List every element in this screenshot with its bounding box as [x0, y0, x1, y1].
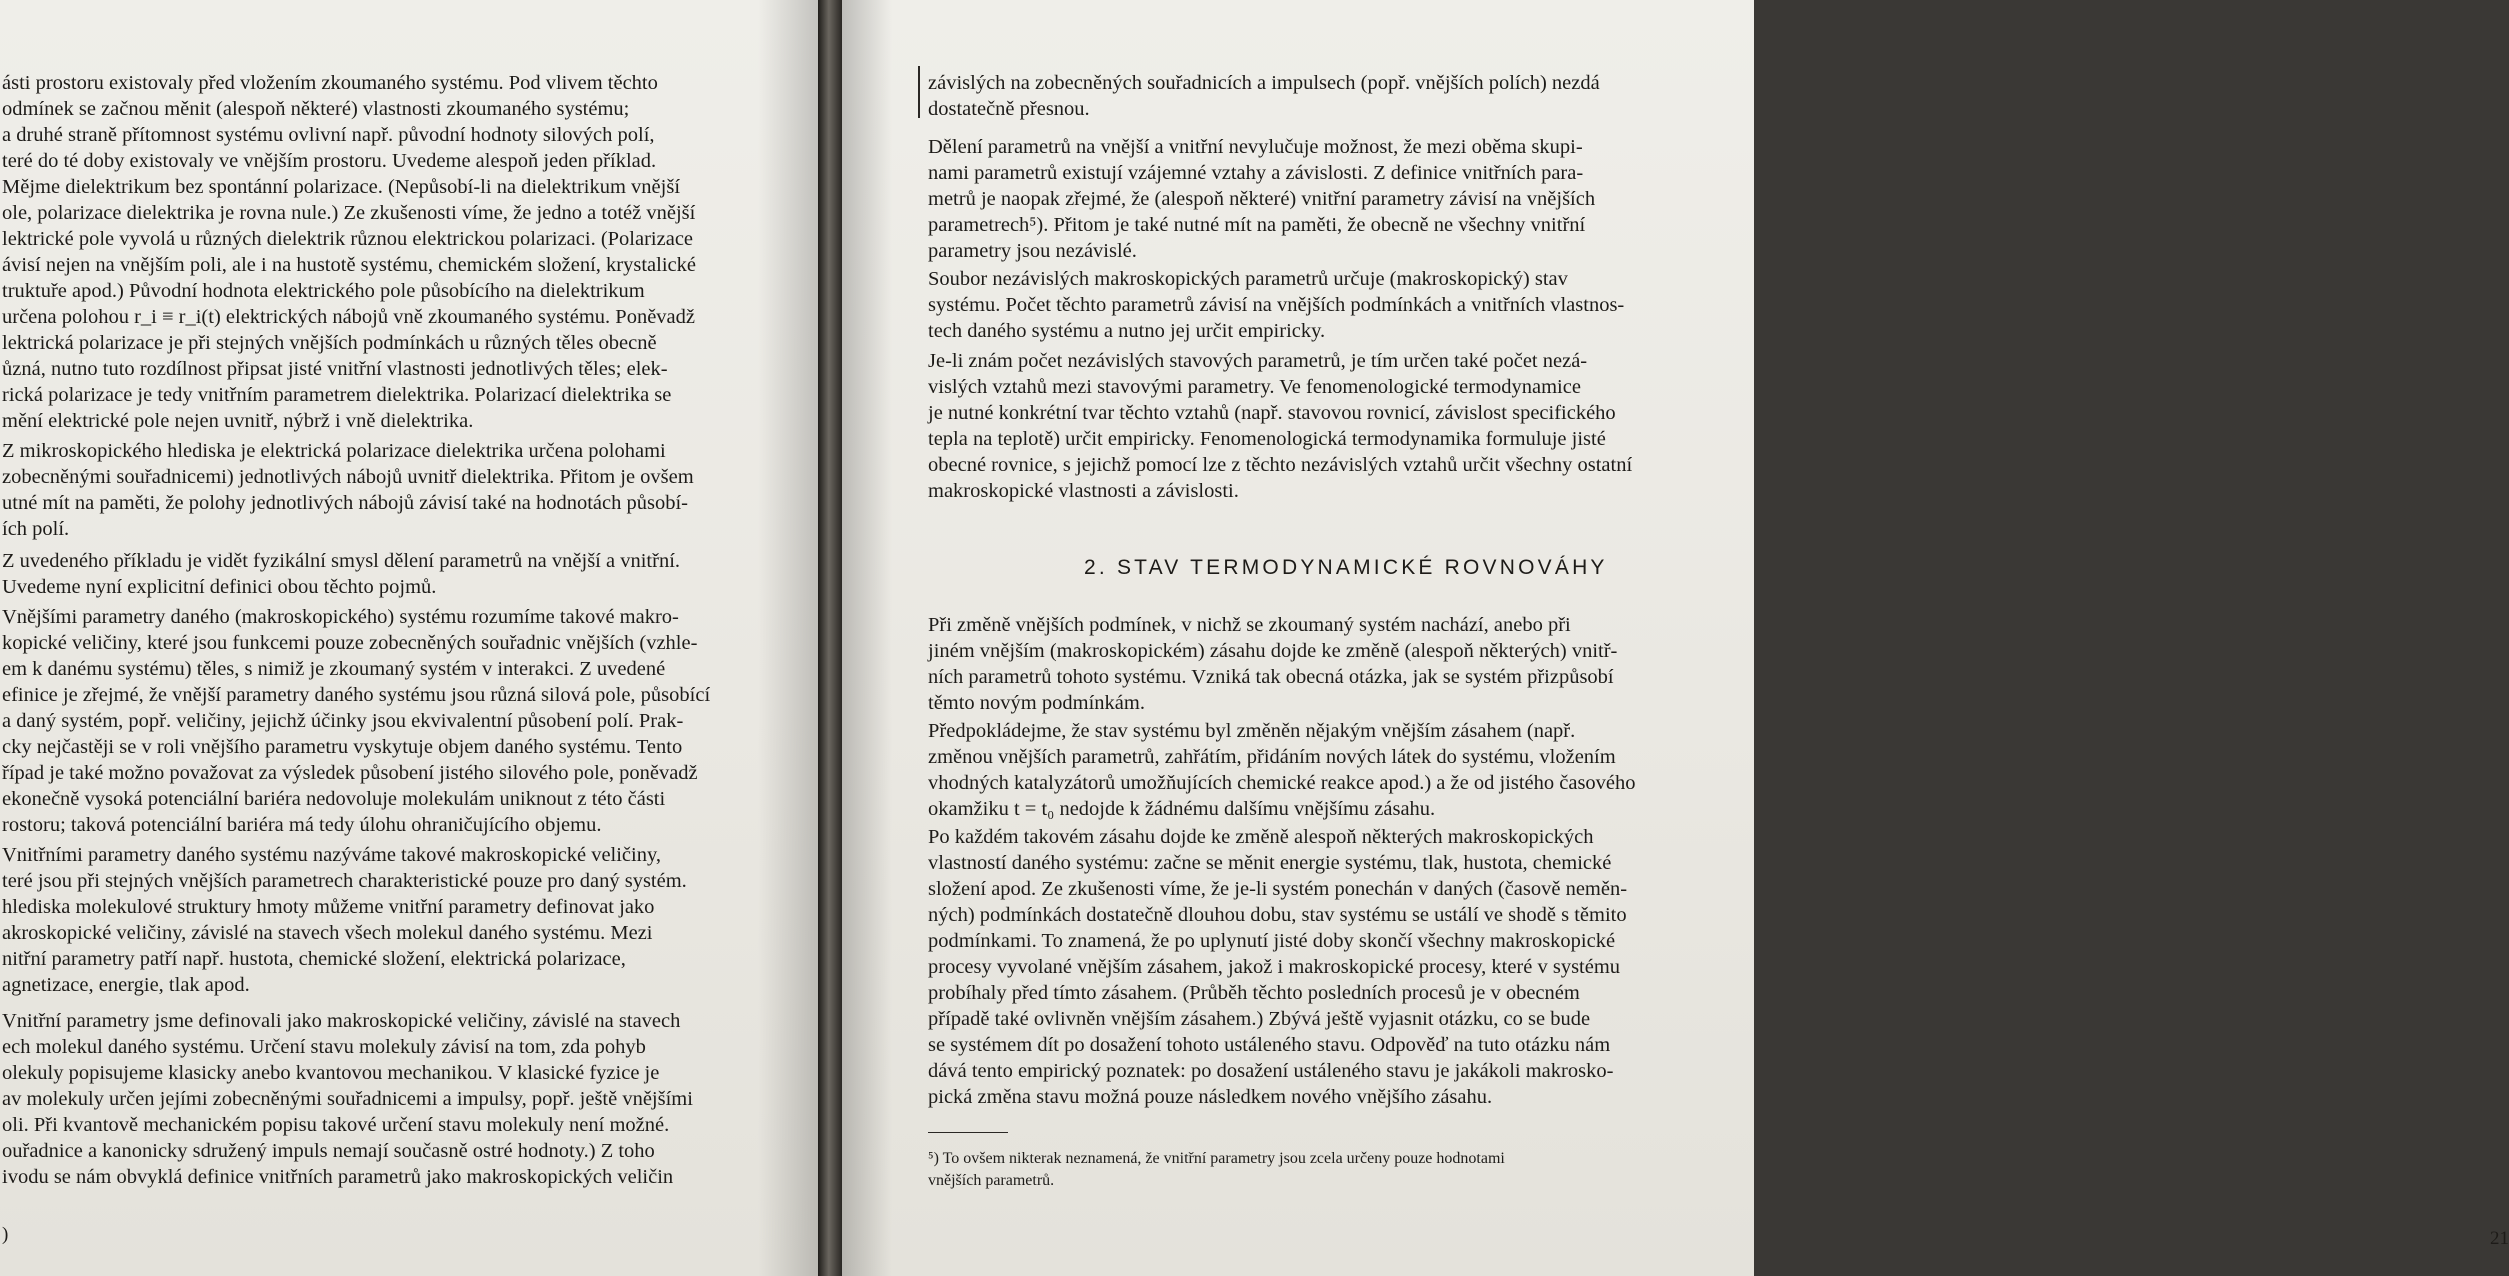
right-page	[842, 0, 2509, 1276]
text-line: závislých na zobecněných souřadnicích a impulsech (popř. vnějších polích) nezdá	[928, 72, 1600, 94]
text-line: případě také ovlivněn vnějším zásahem.) Zbývá ještě vyjasnit otázku, co se bude	[928, 1008, 1591, 1030]
text-line: nitřní parametry patří např. hustota, chemické složení, elektrická polarizace,	[2, 948, 626, 970]
text-line: Z mikroskopického hlediska je elektrická polarizace dielektrika určena polohami	[2, 440, 666, 462]
text-line: ůzná, nutno tuto rozdílnost připsat jisté vnitřní vlastnosti jednotlivých těles; elek-	[2, 358, 668, 380]
text-line: systému. Počet těchto parametrů závisí na vnějších podmínkách a vnitřních vlastnos-	[928, 294, 1625, 316]
text-line: ásti prostoru existovaly před vložením zkoumaného systému. Pod vlivem těchto	[2, 72, 658, 94]
text-line: rická polarizace je tedy vnitřním parametrem dielektrika. Polarizací dielektrika se	[2, 384, 672, 406]
text-line: ních parametrů tohoto systému. Vzniká tak obecná otázka, jak se systém přizpůsobí	[928, 666, 1614, 688]
text-line: nami parametrů existují vzájemné vztahy a závislosti. Z definice vnitřních para-	[928, 162, 1584, 184]
text-line: určena polohou r_i ≡ r_i(t) elektrických nábojů vně zkoumaného systému. Poněvadž	[2, 306, 695, 328]
text-line: Předpokládejme, že stav systému byl změněn nějakým vnějším zásahem (např.	[928, 720, 1576, 742]
text-line: hlediska molekulové struktury hmoty můžeme vnitřní parametry definovat jako	[2, 896, 655, 918]
text-line: makroskopické vlastnosti a závislosti.	[928, 480, 1239, 502]
text-line: lektrická polarizace je při stejných vnějších podmínkách u různých těles obecně	[2, 332, 657, 354]
text-line: dostatečně přesnou.	[928, 98, 1090, 120]
text-line: ných) podmínkách dostatečně dlouhou dobu, stav systému se ustálí ve shodě s těmito	[928, 904, 1627, 926]
text-line: Po každém takovém zásahu dojde ke změně alespoň některých makroskopických	[928, 826, 1594, 848]
footnote-line: ⁵) To ovšem nikterak neznamená, že vnitřní parametry jsou zcela určeny pouze hodnotami	[928, 1150, 1505, 1167]
text-line: a druhé straně přítomnost systému ovlivní např. původní hodnoty silových polí,	[2, 124, 655, 146]
text-line: utné mít na paměti, že polohy jednotlivých nábojů závisí také na hodnotách působí-	[2, 492, 689, 514]
book-gutter	[818, 0, 842, 1276]
text-line: ouřadnice a kanonicky sdružený impuls nemají současně ostré hodnoty.) Z toho	[2, 1140, 655, 1162]
text-line: av molekuly určen jejími zobecněnými souřadnicemi a impulsy, popř. ještě vnějšími	[2, 1088, 693, 1110]
text-line: jiném vnějším (makroskopickém) zásahu dojde ke změně (alespoň některých) vnitř-	[928, 640, 1618, 662]
text-line: probíhaly před tímto zásahem. (Průběh těchto posledních procesů je v obecném	[928, 982, 1580, 1004]
footnote-rule	[928, 1132, 1008, 1133]
text-line: a daný systém, popř. veličiny, jejichž účinky jsou ekvivalentní působení polí. Prak-	[2, 710, 684, 732]
text-line: parametrech⁵). Přitom je také nutné mít na paměti, že obecně ne všechny vnitřní	[928, 214, 1586, 236]
text-line: procesy vyvolané vnějším zásahem, jakož i makroskopické procesy, které v systému	[928, 956, 1621, 978]
text-line: Mějme dielektrikum bez spontánní polarizace. (Nepůsobí-li na dielektrikum vnější	[2, 176, 681, 198]
text-line: zobecněnými souřadnicemi) jednotlivých nábojů uvnitř dielektrika. Přitom je ovšem	[2, 466, 694, 488]
text-line: dává tento empirický poznatek: po dosažení ustáleného stavu je jakákoli makrosko-	[928, 1060, 1614, 1082]
text-line: Uvedeme nyní explicitní definici obou těchto pojmů.	[2, 576, 437, 598]
text-line: Soubor nezávislých makroskopických parametrů určuje (makroskopický) stav	[928, 268, 1568, 290]
text-line: truktuře apod.) Původní hodnota elektrického pole působícího na dielektrikum	[2, 280, 645, 302]
text-line: rostoru; taková potenciální bariéra má tedy úlohu ohraničujícího objemu.	[2, 814, 602, 836]
text-line: řípad je také možno považovat za výsledek působení jistého silového pole, poněvadž	[2, 762, 698, 784]
text-line: oli. Při kvantově mechanickém popisu takové určení stavu molekuly není možné.	[2, 1114, 670, 1136]
text-line: ivodu se nám obvyklá definice vnitřních parametrů jako makroskopických veličin	[2, 1166, 674, 1188]
text-line: ích polí.	[2, 518, 70, 540]
text-line: okamžiku t = t₀ nedojde k žádnému dalšímu vnějšímu zásahu.	[928, 798, 1436, 820]
text-line: em k danému systému) těles, s nimiž je zkoumaný systém v interakci. Z uvedené	[2, 658, 666, 680]
text-line: pická změna stavu možná pouze následkem nového vnějšího zásahu.	[928, 1086, 1493, 1108]
text-line: Při změně vnějších podmínek, v nichž se zkoumaný systém nachází, anebo při	[928, 614, 1571, 636]
text-line: metrů je naopak zřejmé, že (alespoň některé) vnitřní parametry závisí na vnějších	[928, 188, 1596, 210]
text-line: Dělení parametrů na vnější a vnitřní nevylučuje možnost, že mezi oběma skupi-	[928, 136, 1583, 158]
text-line: tepla na teplotě) určit empiricky. Fenomenologická termodynamika formuluje jisté	[928, 428, 1606, 450]
page-number: 21	[2490, 1228, 2509, 1249]
text-line: efinice je zřejmé, že vnější parametry daného systému jsou různá silová pole, působící	[2, 684, 711, 706]
corner-mark: )	[2, 1224, 9, 1245]
text-line: olekuly popisujeme klasicky anebo kvantovou mechanikou. V klasické fyzice je	[2, 1062, 660, 1084]
text-line: kopické veličiny, které jsou funkcemi pouze zobecněných souřadnic vnějších (vzhle-	[2, 632, 698, 654]
text-line: podmínkami. To znamená, že po uplynutí jisté doby skončí všechny makroskopické	[928, 930, 1616, 952]
margin-mark	[918, 66, 920, 118]
text-line: složení apod. Ze zkušenosti víme, že je-li systém ponechán v daných (časově neměn-	[928, 878, 1628, 900]
text-line: lektrické pole vyvolá u různých dielektrik různou elektrickou polarizaci. (Polarizace	[2, 228, 694, 250]
text-line: ekonečně vysoká potenciální bariéra nedovoluje molekulám uniknout z této části	[2, 788, 666, 810]
text-line: tech daného systému a nutno jej určit empiricky.	[928, 320, 1326, 342]
text-line: obecné rovnice, s jejichž pomocí lze z těchto nezávislých vztahů určit všechny ostatní	[928, 454, 1633, 476]
text-line: vhodných katalyzátorů umožňujících chemické reakce apod.) a že od jistého časového	[928, 772, 1636, 794]
text-line: Je-li znám počet nezávislých stavových parametrů, je tím určen také počet nezá-	[928, 350, 1588, 372]
text-line: ole, polarizace dielektrika je rovna nule.) Ze zkušenosti víme, že jedno a totéž vnější	[2, 202, 696, 224]
text-line: teré do té doby existovaly ve vnějším prostoru. Uvedeme alespoň jeden příklad.	[2, 150, 657, 172]
text-line: změnou vnějších parametrů, zahřátím, přidáním nových látek do systému, vložením	[928, 746, 1616, 768]
text-line: Vnějšími parametry daného (makroskopického) systému rozumíme takové makro-	[2, 606, 679, 628]
text-line: vislých vztahů mezi stavovými parametry. Ve fenomenologické termodynamice	[928, 376, 1581, 398]
text-line: Z uvedeného příkladu je vidět fyzikální smysl dělení parametrů na vnější a vnitřní.	[2, 550, 681, 572]
text-line: ech molekul daného systému. Určení stavu molekuly závisí na tom, zda pohyb	[2, 1036, 646, 1058]
text-line: cky nejčastěji se v roli vnějšího parametru vyskytuje objem daného systému. Tento	[2, 736, 683, 758]
text-line: Vnitřní parametry jsme definovali jako makroskopické veličiny, závislé na stavech	[2, 1010, 681, 1032]
section-heading: 2. STAV TERMODYNAMICKÉ ROVNOVÁHY	[1084, 556, 1608, 579]
text-line: je nutné konkrétní tvar těchto vztahů (např. stavovou rovnicí, závislost specifického	[928, 402, 1616, 424]
text-line: teré jsou při stejných vnějších parametrech charakteristické pouze pro daný systém.	[2, 870, 687, 892]
text-line: parametry jsou nezávislé.	[928, 240, 1137, 262]
text-line: ávisí nejen na vnějším poli, ale i na hustotě systému, chemickém složení, krystalické	[2, 254, 696, 276]
footnote-line: vnějších parametrů.	[928, 1172, 1055, 1189]
text-line: vlastností daného systému: začne se měnit energie systému, tlak, hustota, chemické	[928, 852, 1612, 874]
text-line: mění elektrické pole nejen uvnitř, nýbrž i vně dielektrika.	[2, 410, 474, 432]
text-line: odmínek se začnou měnit (alespoň některé) vlastnosti zkoumaného systému;	[2, 98, 630, 120]
text-line: akroskopické veličiny, závislé na stavech všech molekul daného systému. Mezi	[2, 922, 653, 944]
text-line: agnetizace, energie, tlak apod.	[2, 974, 250, 996]
left-page	[0, 0, 818, 1276]
text-line: Vnitřními parametry daného systému nazýváme takové makroskopické veličiny,	[2, 844, 662, 866]
text-line: se systémem dít po dosažení tohoto ustáleného stavu. Odpověď na tuto otázku nám	[928, 1034, 1611, 1056]
text-line: těmto novým podmínkám.	[928, 692, 1145, 714]
